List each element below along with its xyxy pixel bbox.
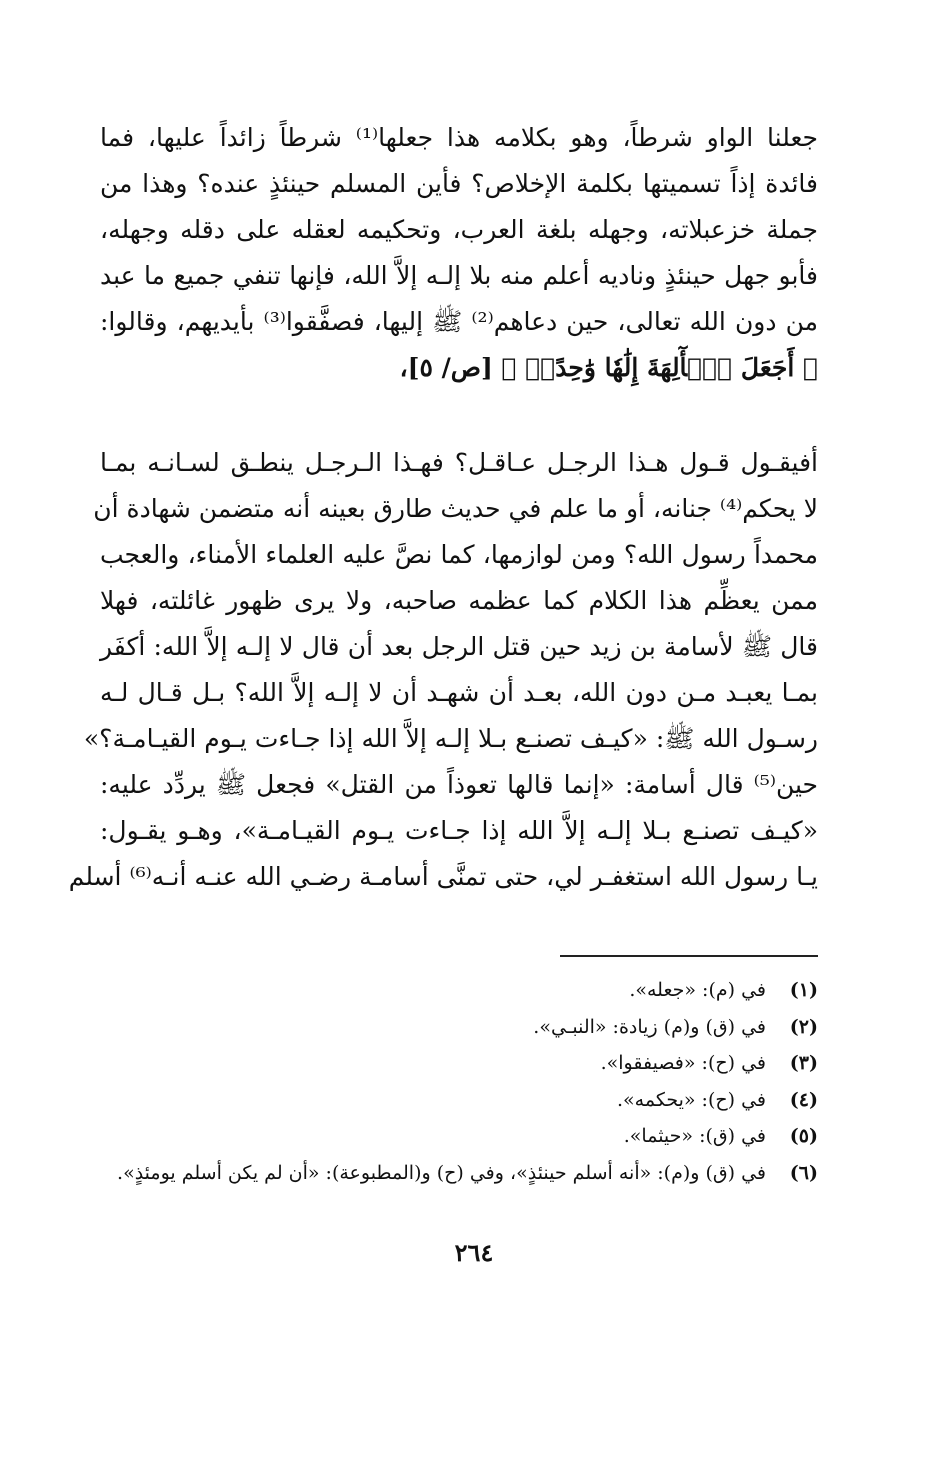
footnote-divider xyxy=(560,955,818,957)
footnote-5 xyxy=(100,1118,818,1155)
text-line: قال ﷺ لأسامة بن زيد حين قتل الرجل بعد أن قال لا إلـه إلاَّ الله: أكفَر xyxy=(100,632,818,661)
footnote-text: في (ح): «فصيفقوا». xyxy=(600,1052,766,1074)
text-line: فأبو جهل حينئذٍ وناديه أعلم منه بلا إلـه إلاَّ الله، فإنها تنفي جميع ما عبد xyxy=(100,261,818,290)
footnote-3 xyxy=(100,1045,818,1082)
text-line: حين⁽⁵⁾ قال أسامة: «إنما قالها تعوذاً من القتل» فجعل ﷺ يردِّد عليه: xyxy=(100,770,818,799)
footnote-4 xyxy=(100,1082,818,1119)
footnote-number: (١) xyxy=(789,979,818,1001)
text-line: من دون الله تعالى، حين دعاهم⁽²⁾ ﷺ إليها، فصفَّقوا⁽³⁾ بأيديهم، وقالوا: xyxy=(100,307,819,336)
footnote-number: (٣) xyxy=(789,1052,818,1074)
text-line: لا يحكم⁽⁴⁾ جنانه، أو ما علم في حديث طارق بعينه أنه متضمن شهادة أن xyxy=(93,494,818,523)
text-line: جعلنا الواو شرطاً، وهو بكلامه هذا جعلها⁽¹⁾ شرطاً زائداً عليها، فما xyxy=(100,123,818,152)
footnote-1 xyxy=(100,972,818,1009)
footnote-number: (٢) xyxy=(789,1015,818,1038)
page-number: ٢٦٤ xyxy=(454,1238,494,1267)
paragraph-1 xyxy=(100,115,818,391)
footnote-text: في (ق) و(م): «أنه أسلم حينئذٍ»، وفي (ح) و(المطبوعة): «أن لم يكن أسلم يومئذٍ». xyxy=(117,1161,766,1184)
footnote-text: في (م): «جعله». xyxy=(629,979,766,1001)
footnote-number: (٦) xyxy=(789,1161,818,1184)
paragraph-2 xyxy=(68,440,818,900)
footnote-text: في (ح): «يحكمه». xyxy=(617,1088,766,1111)
footnote-2 xyxy=(100,1009,818,1046)
text-line: بمـا يعبـد مـن دون الله، بعـد أن شهـد أن لا إلـه إلاَّ الله؟ بـل قـال لـه xyxy=(100,678,818,707)
quran-verse-line: ﴿ أَجَعَلَ ٱلۡأٓلِهَةَ إِلَٰهٗا وَٰحِدًاۖ ﴾ [ص/ ٥]، xyxy=(399,353,818,382)
text-line: فائدة إذاً تسميتها بكلمة الإخلاص؟ فأين المسلم حينئذٍ عنده؟ وهذا من xyxy=(100,169,818,198)
text-line: «كيـف تصنـع بـلا إلـه إلاَّ الله إذا جـاءت يـوم القيـامـة»، وهـو يقـول: xyxy=(100,816,818,845)
footnote-number: (٥) xyxy=(789,1125,818,1147)
footnote-text: في (ق): «حيثما». xyxy=(623,1125,766,1147)
text-line: أفيقـول قـول هـذا الرجـل عـاقـل؟ فهـذا الـرجـل ينطـق لسـانـه بمـا xyxy=(100,448,818,477)
text-line: رسـول الله ﷺ: «كيـف تصنـع بـلا إلـه إلاَّ الله إذا جـاءت يـوم القيـامـة؟» xyxy=(83,724,818,753)
footnotes xyxy=(100,972,818,1191)
footnote-text: في (ق) و(م) زيادة: «النبـي». xyxy=(533,1015,766,1038)
text-line: جملة خزعبلاته، وجهله بلغة العرب، وتحكيمه لعقله على دقله وجهله، xyxy=(100,215,818,244)
text-line: محمداً رسول الله؟ ومن لوازمها، كما نصَّ عليه العلماء الأمناء، والعجب xyxy=(100,540,818,569)
text-line: يـا رسول الله استغفـر لي، حتى تمنَّى أسامـة رضـي الله عنـه أنـه⁽⁶⁾ أسلم xyxy=(68,862,818,891)
footnote-6 xyxy=(100,1155,818,1192)
footnote-number: (٤) xyxy=(789,1088,818,1111)
text-line: ممن يعظِّم هذا الكلام كما عظمه صاحبه، ولا يرى ظهور غائلته، فهلا xyxy=(100,586,818,615)
